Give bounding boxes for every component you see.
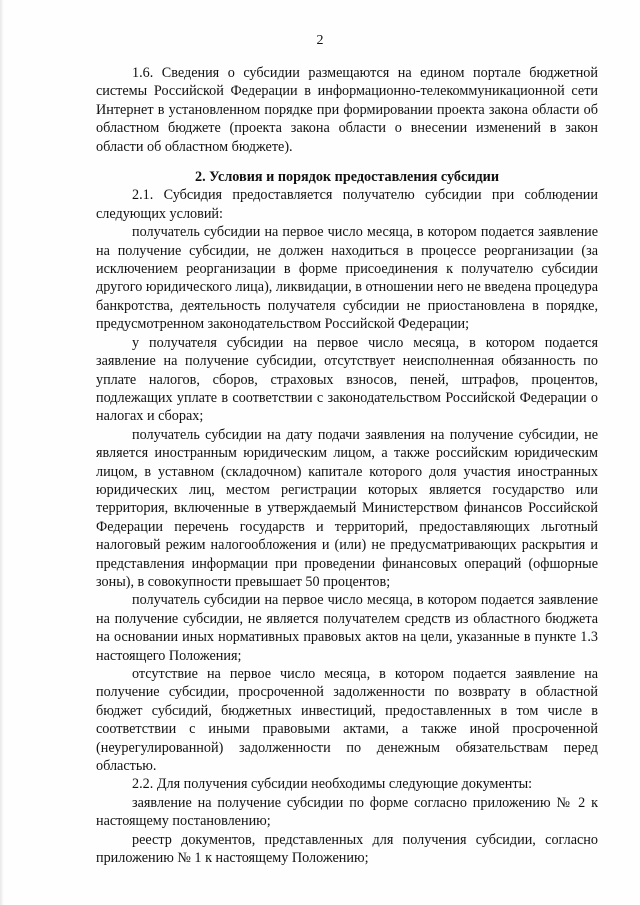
condition-no-tax-debt: у получателя субсидии на первое число месяца, в котором подается заявление на получение субсидии, отсутствует неисполненная обязанность по уплате налогов, сборов, страховых взносов, пеней, штрафов, процентов, подлежащих уплате в соответствии с законодательством Российской Федерации о налогах и сборах;	[96, 334, 598, 425]
paragraph-2-1: 2.1. Субсидия предоставляется получателю субсидии при соблюдении следующих условий:	[96, 187, 598, 222]
document-register: реестр документов, представленных для получения субсидии, согласно приложению № 1 к настоящему Положению;	[96, 831, 598, 867]
document-application: заявление на получение субсидии по форме согласно приложению № 2 к настоящему постановлению;	[96, 794, 598, 830]
condition-not-foreign-entity: получатель субсидии на дату подачи заявления на получение субсидии, не является иностранным юридическим лицом, а также российским юридическим лицом, в уставном (складочном) капитале которого доля участия иностранных юридических лиц, местом регистрации которых является государство или территория, включенные в утверждаемый Министерством финансов Российской Федерации перечень государств и территорий, предоставляющих льготный налоговый режим налогообложения и (или) не предусматривающих раскрытия и представления информации при проведении финансовых операций (офшорные зоны), в совокупности превышает 50 процентов;	[96, 426, 598, 590]
document-body	[96, 64, 598, 867]
scan-edge	[0, 0, 4, 905]
paragraph-1-6: 1.6. Сведения о субсидии размещаются на едином портале бюджетной системы Российской Федерации в информационно-телекоммуникационной сети Интернет в установленном порядке при формировании проекта закона области об областном бюджете (проекта закона области о внесении изменений в закон области об областном бюджете).	[96, 65, 598, 155]
paragraph-2-2: 2.2. Для получения субсидии необходимы следующие документы:	[132, 776, 533, 793]
condition-no-other-funding: получатель субсидии на первое число месяца, в котором подается заявление на получение субсидии, не является получателем средств из областного бюджета на основании иных нормативных правовых актов на цели, указанные в пункте 1.3 настоящего Положения;	[96, 592, 598, 664]
condition-no-reorganization: получатель субсидии на первое число месяца, в котором подается заявление на получение субсидии, не должен находиться в процессе реорганизации (за исключением реорганизации в форме присоединения к получателю субсидии другого юридического лица), ликвидации, в отношении него не введена процедура банкротства, деятельность получателя субсидии не приостановлена в порядке, предусмотренном законодательством Российской Федерации;	[96, 224, 598, 333]
section-heading: 2. Условия и порядок предоставления субсидии	[194, 169, 500, 186]
page-number: 2	[316, 33, 324, 48]
condition-no-overdue-debt: отсутствие на первое число месяца, в котором подается заявление на получение субсидии, просроченной задолженности по возврату в областной бюджет субсидий, бюджетных инвестиций, предоставленных в том числе в соответствии с иными правовыми актами, а также иной просроченной (неурегулированной) задолженности по денежным обязательствам перед областью.	[96, 666, 598, 775]
